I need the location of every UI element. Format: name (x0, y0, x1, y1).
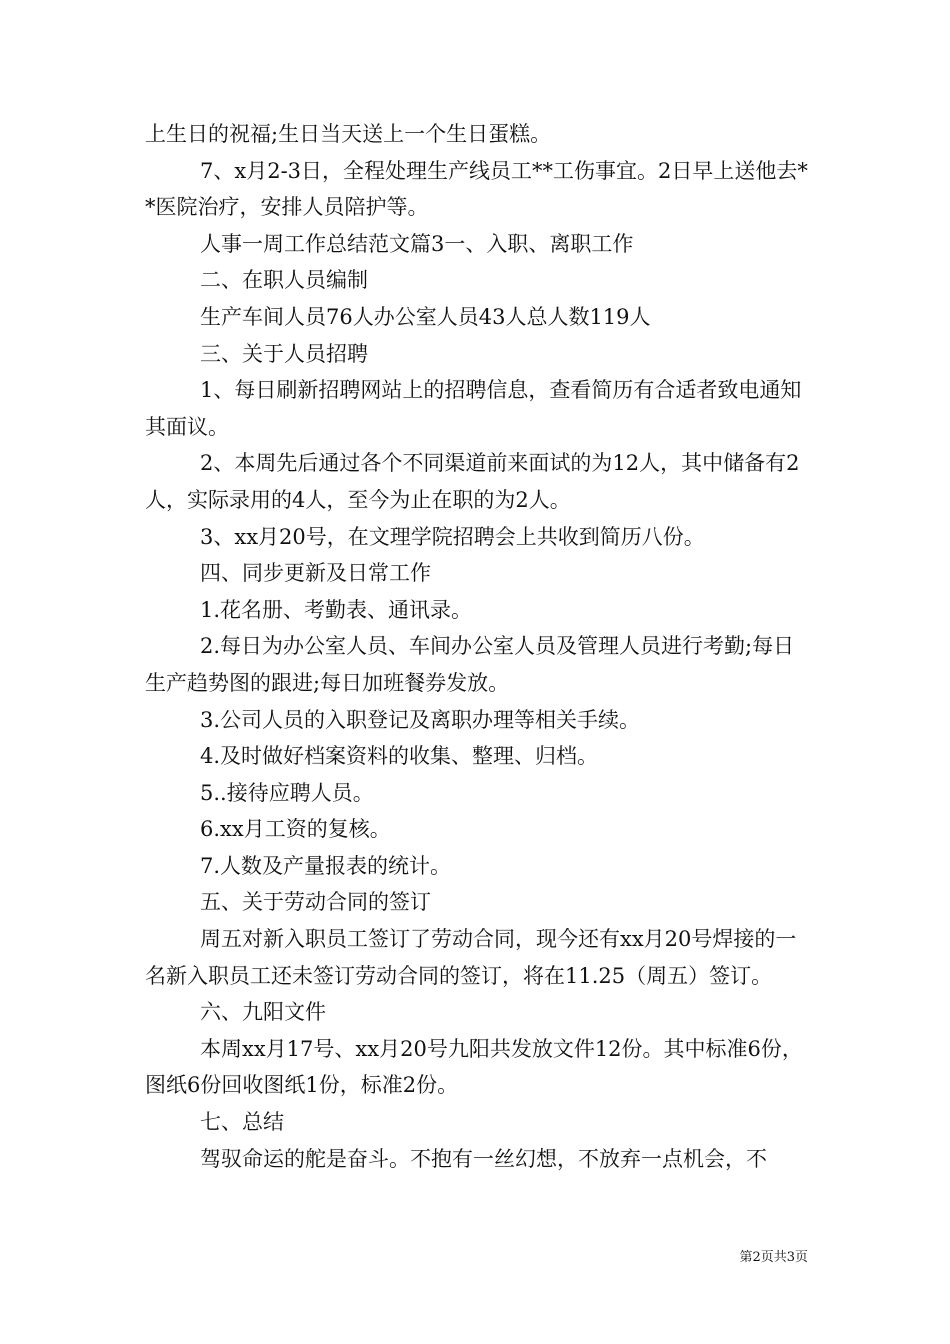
paragraph: 三、关于人员招聘 (200, 341, 368, 366)
paragraph: 人事一周工作总结范文篇3一、入职、离职工作 (200, 231, 634, 256)
paragraph: 驾驭命运的舵是奋斗。不抱有一丝幻想，不放弃一点机会，不 (200, 1146, 767, 1171)
paragraph: 五、关于劳动合同的签订 (200, 890, 431, 915)
page-number: 第2页共3页 (739, 1250, 808, 1265)
paragraph: 本周xx月17号、xx月20号九阳共发放文件12份。其中标准6份，图纸6份回收图纸1份，标准2份。 (145, 1036, 803, 1098)
paragraph: 7.人数及产量报表的统计。 (200, 853, 452, 878)
paragraph: 四、同步更新及日常工作 (200, 561, 431, 586)
paragraph: 2、本周先后通过各个不同渠道前来面试的为12人，其中储备有2人，实际录用的4人，至今为止在职的为2人。 (145, 451, 800, 512)
paragraph: 4.及时做好档案资料的收集、整理、归档。 (200, 744, 599, 769)
paragraph: 六、九阳文件 (200, 1000, 326, 1025)
paragraph: 七、总结 (200, 1110, 284, 1135)
paragraph: 二、在职人员编制 (200, 268, 368, 293)
paragraph: 7、x月2-3日，全程处理生产线员工**工伤事宜。2日早上送他去**医院治疗，安排人员陪护等。 (145, 158, 808, 220)
paragraph: 上生日的祝福;生日当天送上一个生日蛋糕。 (145, 122, 552, 146)
paragraph: 3、xx月20号，在文理学院招聘会上共收到简历八份。 (200, 524, 705, 549)
paragraph: 周五对新入职员工签订了劳动合同，现今还有xx月20号焊接的一名新入职员工还未签订劳动合同的签订，将在11.25（周五）签订。 (145, 927, 797, 988)
paragraph: 2.每日为办公室人员、车间办公室人员及管理人员进行考勤;每日生产趋势图的跟进;每日加班餐券发放。 (145, 634, 795, 695)
paragraph: 3.公司人员的入职登记及离职办理等相关手续。 (200, 707, 641, 732)
paragraph: 5..接待应聘人员。 (200, 780, 374, 805)
paragraph: 6.xx月工资的复核。 (200, 817, 391, 842)
paragraph: 1、每日刷新招聘网站上的招聘信息，查看简历有合适者致电通知其面议。 (145, 378, 802, 439)
document-body (145, 116, 810, 1177)
paragraph: 生产车间人员76人办公室人员43人总人数119人 (200, 304, 651, 329)
paragraph: 1.花名册、考勤表、通讯录。 (200, 597, 473, 622)
